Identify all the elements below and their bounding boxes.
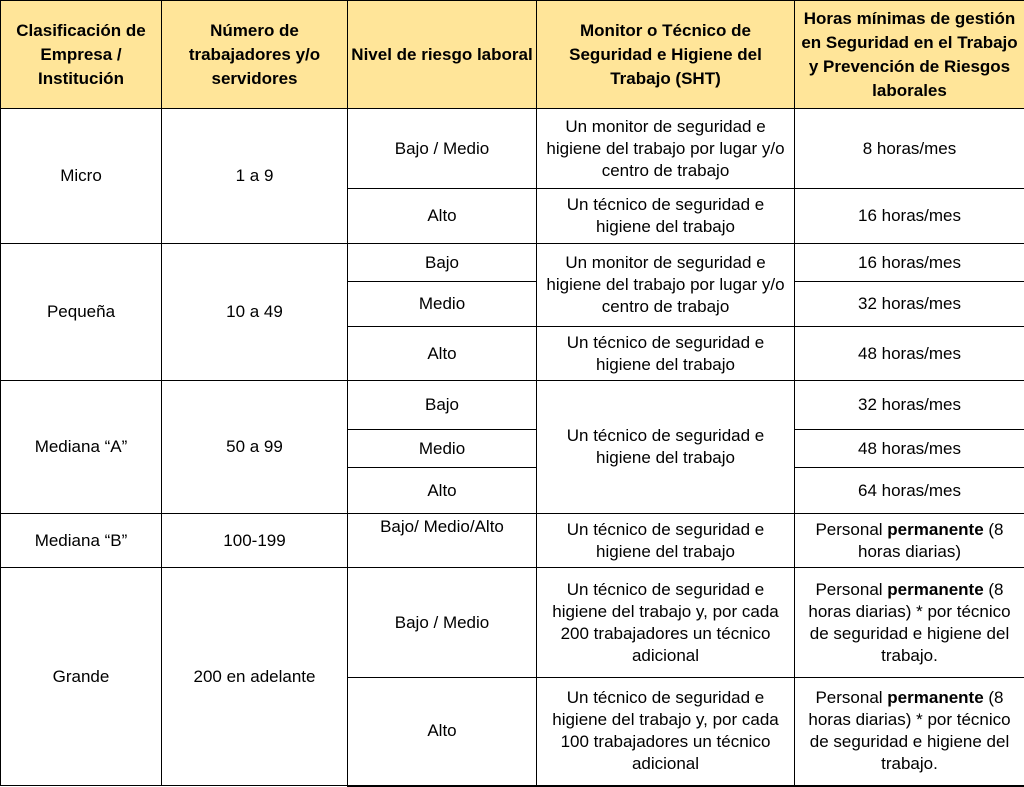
header-horas: Horas mínimas de gestión en Seguridad en el Trabajo y Prevención de Riesgos laborales	[795, 1, 1024, 109]
riesgo-cell: Bajo	[348, 381, 537, 430]
clasificacion-micro: Micro	[1, 109, 162, 244]
horas-cell: 16 horas/mes	[795, 189, 1024, 244]
monitor-cell: Un monitor de seguridad e higiene del trabajo por lugar y/o centro de trabajo	[537, 244, 795, 327]
riesgo-cell: Medio	[348, 282, 537, 327]
horas-post: (8 horas diarias)	[858, 520, 1004, 561]
header-riesgo: Nivel de riesgo laboral	[348, 1, 537, 109]
clasificacion-mediana-b: Mediana “B”	[1, 514, 162, 568]
monitor-cell: Un técnico de seguridad e higiene del trabajo	[537, 381, 795, 514]
riesgo-cell: Bajo / Medio	[348, 568, 537, 678]
monitor-cell: Un monitor de seguridad e higiene del trabajo por lugar y/o centro de trabajo	[537, 109, 795, 189]
horas-cell: 16 horas/mes	[795, 244, 1024, 282]
monitor-cell: Un técnico de seguridad e higiene del trabajo y, por cada 100 trabajadores un técnico adicional	[537, 678, 795, 786]
header-clasificacion: Clasificación de Empresa / Institución	[1, 1, 162, 109]
horas-bold: permanente	[887, 520, 983, 539]
table-row	[1, 381, 1024, 430]
horas-pre: Personal	[815, 580, 887, 599]
horas-post: (8 horas diarias) * por técnico de seguridad e higiene del trabajo.	[808, 688, 1010, 773]
horas-cell: 32 horas/mes	[795, 282, 1024, 327]
monitor-cell: Un técnico de seguridad e higiene del trabajo y, por cada 200 trabajadores un técnico adicional	[537, 568, 795, 678]
trabajadores-mediana-a: 50 a 99	[162, 381, 348, 514]
clasificacion-grande: Grande	[1, 568, 162, 786]
horas-cell	[795, 568, 1024, 678]
monitor-cell: Un técnico de seguridad e higiene del trabajo	[537, 189, 795, 244]
monitor-cell: Un técnico de seguridad e higiene del trabajo	[537, 327, 795, 381]
clasificacion-mediana-a: Mediana “A”	[1, 381, 162, 514]
riesgo-cell: Bajo/ Medio/Alto	[348, 514, 537, 568]
riesgo-cell: Alto	[348, 678, 537, 786]
horas-cell: 48 horas/mes	[795, 430, 1024, 468]
clasificacion-pequena: Pequeña	[1, 244, 162, 381]
header-trabajadores: Número de trabajadores y/o servidores	[162, 1, 348, 109]
horas-cell	[795, 514, 1024, 568]
table-row	[1, 244, 1024, 282]
trabajadores-mediana-b: 100-199	[162, 514, 348, 568]
horas-cell: 64 horas/mes	[795, 468, 1024, 514]
trabajadores-grande: 200 en adelante	[162, 568, 348, 786]
table-row	[1, 109, 1024, 189]
riesgo-cell: Bajo	[348, 244, 537, 282]
horas-post: (8 horas diarias) * por técnico de seguridad e higiene del trabajo.	[808, 580, 1010, 665]
riesgo-cell: Medio	[348, 430, 537, 468]
header-row	[1, 1, 1024, 109]
riesgo-cell: Alto	[348, 327, 537, 381]
horas-pre: Personal	[815, 688, 887, 707]
table-row	[1, 514, 1024, 568]
horas-cell: 48 horas/mes	[795, 327, 1024, 381]
table-row	[1, 568, 1024, 678]
riesgo-cell: Alto	[348, 468, 537, 514]
header-monitor: Monitor o Técnico de Seguridad e Higiene del Trabajo (SHT)	[537, 1, 795, 109]
riesgo-cell: Bajo / Medio	[348, 109, 537, 189]
riesgo-cell: Alto	[348, 189, 537, 244]
horas-bold: permanente	[887, 580, 983, 599]
horas-cell: 32 horas/mes	[795, 381, 1024, 430]
horas-pre: Personal	[815, 520, 887, 539]
horas-cell: 8 horas/mes	[795, 109, 1024, 189]
monitor-cell: Un técnico de seguridad e higiene del trabajo	[537, 514, 795, 568]
trabajadores-micro: 1 a 9	[162, 109, 348, 244]
horas-bold: permanente	[887, 688, 983, 707]
horas-cell	[795, 678, 1024, 786]
trabajadores-pequena: 10 a 49	[162, 244, 348, 381]
